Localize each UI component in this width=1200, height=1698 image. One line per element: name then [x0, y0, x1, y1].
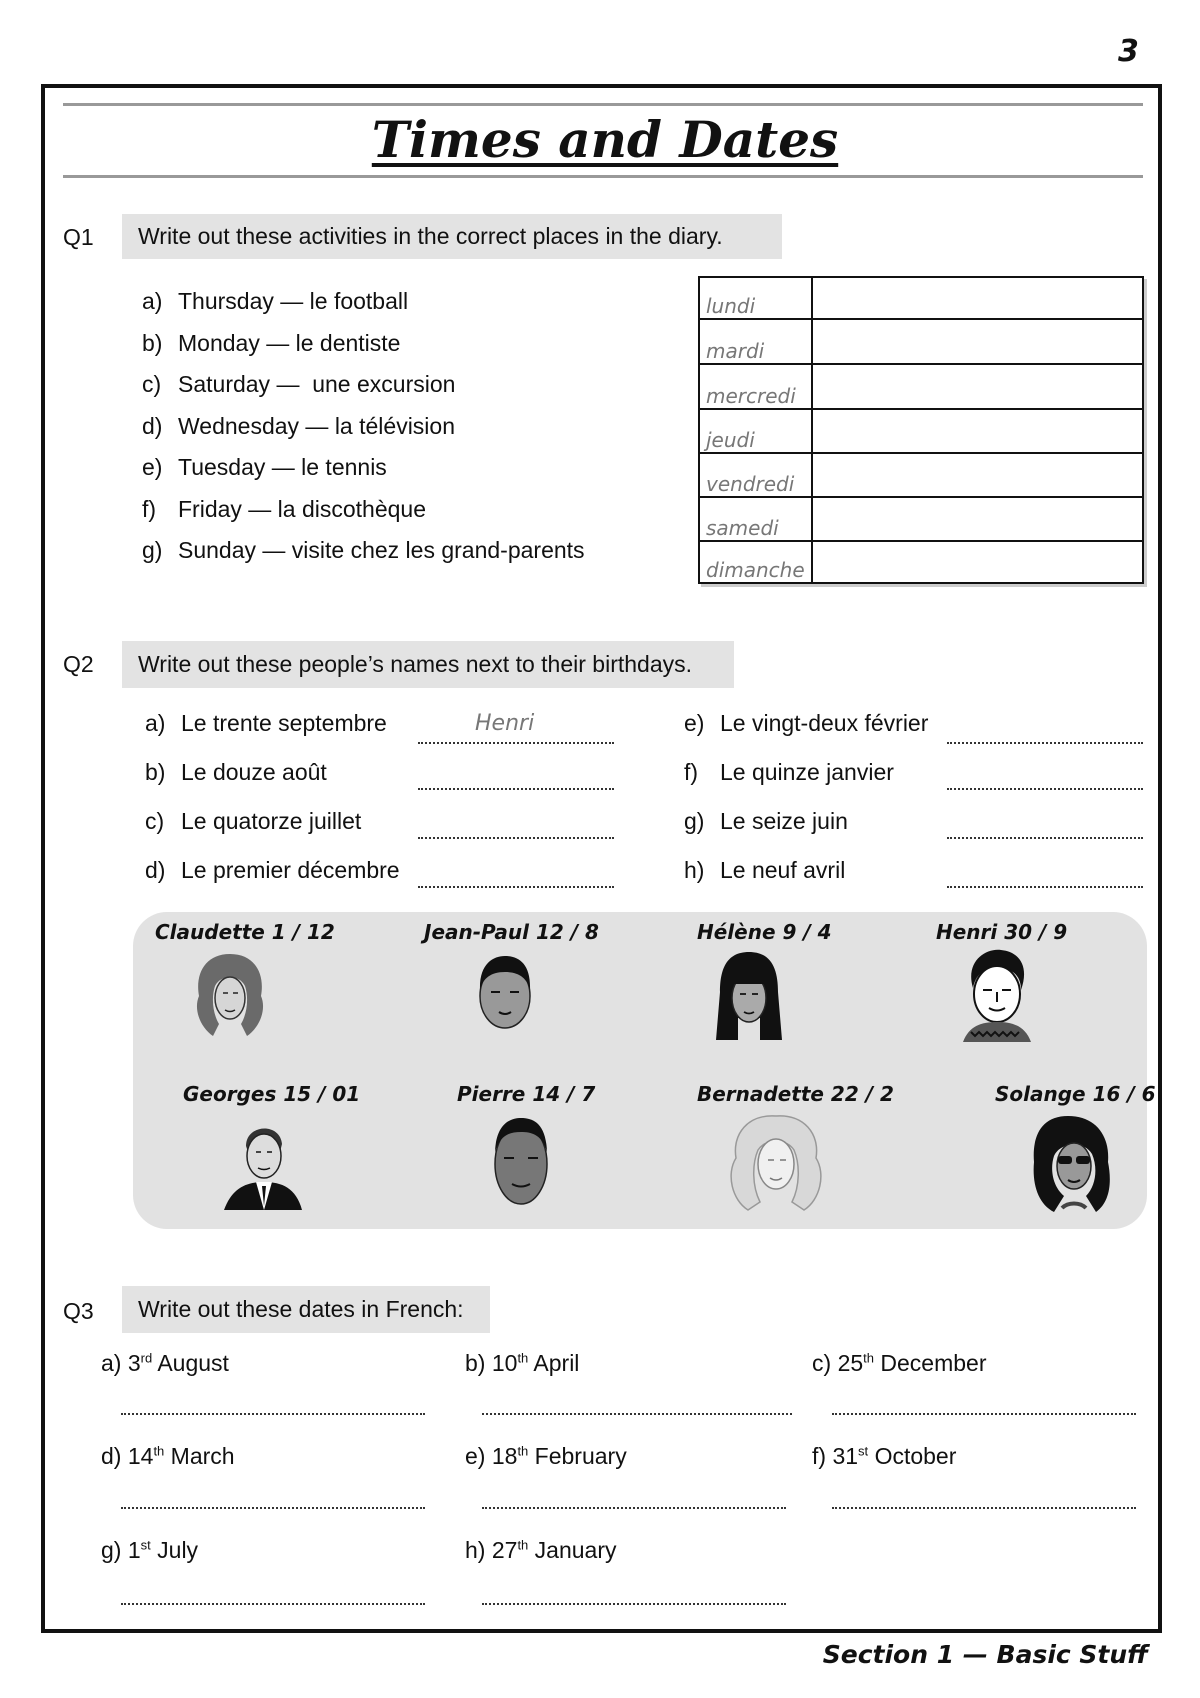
list-item	[145, 808, 361, 835]
list-item	[684, 808, 848, 835]
diary-entry-field[interactable]	[812, 319, 1143, 364]
man-in-suit-icon	[222, 1112, 304, 1212]
page-title: Times and Dates	[371, 110, 839, 169]
list-item	[684, 857, 845, 884]
date-month: August	[157, 1350, 229, 1376]
item-text: Tuesday — le tennis	[178, 454, 387, 480]
q2-instruction	[122, 641, 734, 688]
diary-entry-field[interactable]	[812, 453, 1143, 497]
item-letter: c)	[145, 808, 165, 834]
woman-with-sunglasses-icon	[1024, 1112, 1112, 1214]
item-text: Le neuf avril	[720, 857, 846, 883]
item-text: Le premier décembre	[181, 857, 400, 883]
person-label: Henri 30 / 9	[936, 920, 1068, 944]
answer-line[interactable]	[418, 740, 614, 744]
date-suffix: th	[517, 1443, 529, 1459]
item-letter: e)	[684, 710, 705, 736]
item-letter: e)	[465, 1443, 486, 1469]
q3-instruction-text: Write out these dates in French:	[138, 1296, 464, 1322]
date-number: 31	[832, 1443, 859, 1469]
q3-instruction	[122, 1286, 490, 1333]
date-month: January	[534, 1537, 617, 1563]
item-text: Wednesday — la télévision	[178, 412, 455, 439]
date-month: March	[170, 1443, 235, 1469]
q2-label: Q2	[63, 651, 94, 677]
black-hair-woman-icon	[708, 948, 790, 1042]
item-letter: g)	[142, 537, 163, 563]
item-letter: d)	[142, 412, 163, 439]
diary-day: mercredi	[699, 364, 812, 409]
diary-row	[699, 453, 1143, 497]
diary-entry-field[interactable]	[812, 277, 1143, 319]
title-rule-bottom	[63, 175, 1143, 178]
date-number: 14	[127, 1443, 154, 1469]
list-item	[145, 710, 387, 737]
answer-line[interactable]	[947, 740, 1143, 744]
q1-instruction	[122, 214, 782, 259]
item-text: Saturday — une excursion	[178, 371, 456, 397]
date-item	[465, 1443, 627, 1470]
list-item	[142, 288, 585, 330]
q1-activity-list	[142, 288, 585, 579]
item-letter: h)	[465, 1537, 486, 1563]
item-letter: h)	[684, 857, 705, 883]
item-text: Le douze août	[181, 759, 327, 785]
date-suffix: rd	[140, 1350, 153, 1366]
item-text: Le quinze janvier	[720, 759, 894, 785]
date-suffix: st	[140, 1537, 151, 1553]
item-letter: b)	[145, 759, 166, 785]
answer-line[interactable]	[832, 1411, 1136, 1415]
list-item	[684, 759, 894, 786]
diary-day: mardi	[699, 319, 812, 364]
diary-day: lundi	[699, 277, 812, 319]
date-item	[465, 1350, 579, 1377]
date-suffix: th	[863, 1350, 874, 1366]
diary-entry-field[interactable]	[812, 497, 1143, 541]
diary-row	[699, 364, 1143, 409]
answer-line[interactable]	[121, 1601, 425, 1605]
footer-section-label: Section 1 — Basic Stuff	[822, 1640, 1148, 1669]
item-text: Sunday — visite chez les grand-parents	[178, 537, 585, 563]
item-letter: d)	[101, 1443, 122, 1469]
answer-line[interactable]	[832, 1505, 1136, 1509]
blonde-woman-icon	[722, 1110, 830, 1214]
q1-instruction-text: Write out these activities in the correct places in the diary.	[138, 223, 723, 249]
person-label: Hélène 9 / 4	[697, 920, 832, 944]
diary-row	[699, 277, 1143, 319]
item-letter: a)	[101, 1350, 122, 1376]
item-letter: c)	[142, 371, 162, 397]
item-letter: f)	[812, 1443, 827, 1469]
item-text: Le vingt-deux février	[720, 710, 929, 736]
date-number: 10	[491, 1350, 518, 1376]
date-item	[812, 1350, 987, 1377]
list-item	[142, 496, 585, 538]
date-number: 18	[491, 1443, 518, 1469]
man-icon	[490, 1114, 552, 1210]
item-letter: b)	[465, 1350, 486, 1376]
diary-entry-field[interactable]	[812, 364, 1143, 409]
person-label: Bernadette 22 / 2	[697, 1082, 894, 1106]
item-letter: f)	[142, 495, 157, 522]
item-letter: a)	[145, 710, 166, 736]
answer-line[interactable]	[482, 1411, 792, 1415]
man-with-scarf-icon	[955, 946, 1037, 1044]
answer-line[interactable]	[947, 786, 1143, 790]
answer-line[interactable]	[482, 1601, 786, 1605]
page-number: 3	[1118, 34, 1139, 69]
item-text: Le trente septembre	[181, 710, 387, 736]
diary-entry-field[interactable]	[812, 409, 1143, 453]
answer-line[interactable]	[418, 786, 614, 790]
date-number: 27	[491, 1537, 518, 1563]
diary-row	[699, 497, 1143, 541]
item-letter: e)	[142, 454, 163, 480]
list-item	[142, 454, 585, 496]
date-number: 1	[127, 1537, 141, 1563]
item-letter: g)	[684, 808, 705, 834]
date-suffix: th	[517, 1537, 529, 1553]
date-item	[101, 1350, 229, 1377]
item-text: Le seize juin	[720, 808, 848, 834]
q3-label: Q3	[63, 1298, 94, 1324]
diary-row	[699, 541, 1143, 583]
date-item	[812, 1443, 956, 1470]
item-text: Monday — le dentiste	[178, 329, 401, 356]
person-label: Pierre 14 / 7	[457, 1082, 596, 1106]
list-item	[142, 330, 585, 372]
date-month: October	[874, 1443, 957, 1469]
item-letter: g)	[101, 1537, 122, 1563]
diary-day: dimanche	[699, 541, 812, 583]
diary-day: vendredi	[699, 453, 812, 497]
item-letter: c)	[812, 1350, 832, 1376]
person-label: Georges 15 / 01	[183, 1082, 361, 1106]
item-text: Le quatorze juillet	[181, 808, 362, 834]
diary-day: jeudi	[699, 409, 812, 453]
list-item	[142, 371, 585, 413]
diary-row	[699, 409, 1143, 453]
answer-line[interactable]	[482, 1505, 786, 1509]
date-number: 25	[837, 1350, 864, 1376]
date-suffix: th	[517, 1350, 529, 1366]
person-label: Solange 16 / 6	[995, 1082, 1156, 1106]
date-suffix: st	[858, 1443, 869, 1459]
answer-line[interactable]	[947, 884, 1143, 888]
q1-label: Q1	[63, 224, 94, 250]
item-text: Friday — la discothèque	[178, 495, 427, 522]
date-item	[101, 1443, 235, 1470]
example-answer: Henri	[475, 711, 535, 736]
list-item	[684, 710, 928, 737]
person-label: Claudette 1 / 12	[155, 920, 335, 944]
item-letter: a)	[142, 288, 163, 314]
answer-line[interactable]	[121, 1411, 425, 1415]
date-month: July	[157, 1537, 199, 1563]
date-number: 3	[127, 1350, 141, 1376]
answer-line[interactable]	[418, 884, 614, 888]
item-letter: f)	[684, 759, 699, 785]
date-month: December	[880, 1350, 987, 1376]
short-hair-man-icon	[469, 950, 541, 1038]
diary-day: samedi	[699, 497, 812, 541]
item-text: Thursday — le football	[178, 288, 409, 314]
date-item	[101, 1537, 198, 1564]
date-item	[465, 1537, 617, 1564]
answer-line[interactable]	[418, 835, 614, 839]
date-month: April	[533, 1350, 580, 1376]
date-month: February	[534, 1443, 627, 1469]
q2-instruction-text: Write out these people’s names next to their birthdays.	[138, 651, 693, 677]
item-letter: d)	[145, 857, 166, 883]
answer-line[interactable]	[947, 835, 1143, 839]
diary-row	[699, 319, 1143, 364]
title-rule-top	[63, 103, 1143, 106]
list-item	[145, 857, 400, 884]
list-item	[145, 759, 327, 786]
answer-line[interactable]	[121, 1505, 425, 1509]
list-item	[142, 413, 585, 455]
date-suffix: th	[153, 1443, 165, 1459]
diary-entry-field[interactable]	[812, 541, 1143, 583]
person-label: Jean-Paul 12 / 8	[424, 920, 599, 944]
list-item	[142, 537, 585, 579]
curly-hair-woman-icon	[187, 950, 273, 1040]
item-letter: b)	[142, 329, 163, 356]
diary-table	[698, 276, 1144, 584]
